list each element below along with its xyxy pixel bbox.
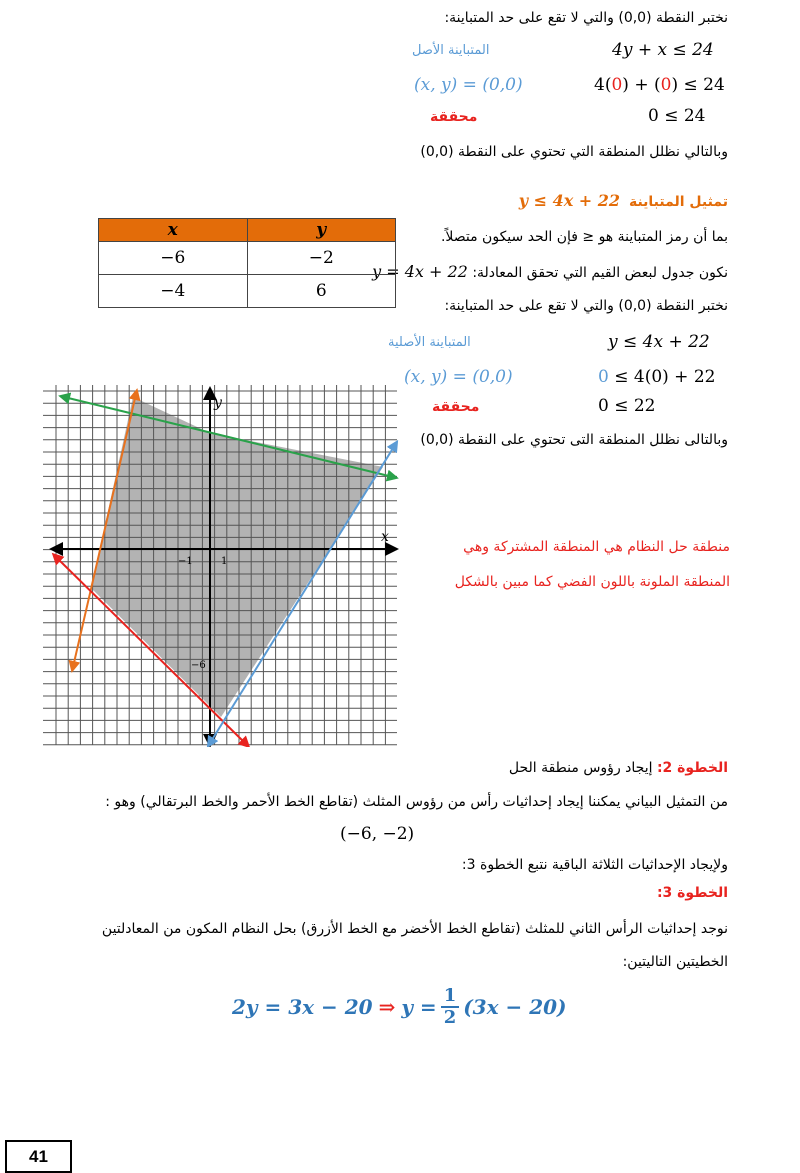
satisfied-label-2: محققة <box>432 399 480 415</box>
inequality-graph <box>43 385 400 747</box>
implies-arrow: ⇒ <box>378 995 396 1019</box>
axis-label-x: x <box>381 529 389 545</box>
result-inequality-2: 0 ≤ 22 <box>598 396 656 416</box>
satisfied-label: محققة <box>430 109 478 125</box>
table-header-row <box>99 219 396 242</box>
original-inequality-note-2: المتباينة الأصلية <box>388 335 471 350</box>
step2-line1: من التمثيل البياني يمكننا إيجاد إحداثيات رأس من رؤوس المثلث (تقاطع الخط الأحمر والخط البرتقالي) وهو : <box>105 794 728 810</box>
substitution-suffix: ) ≤ 24 <box>671 75 725 95</box>
table-cell: −6 <box>99 242 248 275</box>
table-header-x: x <box>99 219 248 242</box>
section-title-label: تمثيل المتباينة <box>628 194 728 210</box>
substituted-y-2: 0 <box>598 367 609 387</box>
vertex-coordinates: (−6, −2) <box>340 824 415 844</box>
section-title-inequality: y ≤ 4x + 22 <box>518 191 621 210</box>
table-instruction-text: نكون جدول لبعض القيم التي تحقق المعادلة: <box>472 265 728 281</box>
table-equation: y = 4x + 22 <box>372 262 468 281</box>
substitution-line-2 <box>598 367 715 387</box>
boundary-note: بما أن رمز المتباينة هو ≤ فإن الحد سيكون متصلاً. <box>440 229 728 245</box>
table-row <box>99 275 396 308</box>
step2-label: الخطوة 2: <box>656 760 728 776</box>
step2-heading <box>509 760 728 776</box>
table-row <box>99 242 396 275</box>
substituted-x: 0 <box>660 75 672 95</box>
test-point-label: (x, y) = (0,0) <box>414 75 523 95</box>
fraction-denominator: 2 <box>443 1007 457 1028</box>
solution-note-line1: منطقة حل النظام هي المنطقة المشتركة وهي <box>463 539 730 555</box>
tick-label-neg6: −6 <box>191 660 206 671</box>
step2-line2: ولإيجاد الإحداثيات الثلاثة الباقية نتبع الخطوة 3: <box>461 857 728 873</box>
tick-label-neg1: −1 <box>178 556 193 567</box>
tick-label-pos1: 1 <box>221 556 228 567</box>
substitution-rest-2: ≤ 4(0) + 22 <box>608 367 716 387</box>
test-point-label-2: (x, y) = (0,0) <box>404 367 513 387</box>
inequality-4y-x: 4y + x ≤ 24 <box>612 40 714 60</box>
inequality-y-4x: y ≤ 4x + 22 <box>608 332 710 352</box>
shade-instruction: وبالتالي نظلل المنطقة التي تحتوي على النقطة (0,0) <box>420 144 728 160</box>
step3-equation <box>232 982 567 1032</box>
substitution-line <box>594 75 725 95</box>
table-header-y: y <box>247 219 396 242</box>
fraction <box>441 986 460 1028</box>
step2-heading-text: إيجاد رؤوس منطقة الحل <box>508 760 657 776</box>
table-cell: 6 <box>247 275 396 308</box>
axis-label-y: y <box>214 395 222 411</box>
page-number: 41 <box>5 1140 72 1173</box>
step3-line1: نوجد إحداثيات الرأس الثاني للمثلث (تقاطع الخط الأخضر مع الخط الأزرق) بحل النظام المكون من المعادلتين <box>101 921 728 937</box>
substitution-prefix: 4( <box>594 75 612 95</box>
result-inequality: 0 ≤ 24 <box>648 106 706 126</box>
table-cell: −4 <box>99 275 248 308</box>
step3-line2: الخطيتين التاليتين: <box>622 954 728 970</box>
value-table <box>98 218 396 308</box>
substituted-y: 0 <box>611 75 623 95</box>
fraction-numerator: 1 <box>441 986 460 1008</box>
test-point-instruction: نختبر النقطة (0,0) والتي لا تقع على حد المتباينة: <box>444 10 728 26</box>
table-cell: −2 <box>247 242 396 275</box>
substitution-mid: ) + ( <box>622 75 661 95</box>
table-instruction <box>372 262 728 281</box>
shade-instruction-2: وبالتالى نظلل المنطقة التى تحتوي على النقطة (0,0) <box>420 432 728 448</box>
equation-right: (3x − 20) <box>463 995 567 1019</box>
test-point-instruction-2: نختبر النقطة (0,0) والتي لا تقع على حد المتباينة: <box>444 298 728 314</box>
equation-left: 2y = 3x − 20 <box>232 995 373 1019</box>
equation-y: y = <box>401 995 437 1019</box>
original-inequality-note: المتباينة الأصل <box>412 43 490 58</box>
section-title <box>519 191 728 210</box>
step3-heading: الخطوة 3: <box>656 885 728 901</box>
solution-note-line2: المنطقة الملونة باللون الفضي كما مبين بالشكل <box>454 574 730 590</box>
